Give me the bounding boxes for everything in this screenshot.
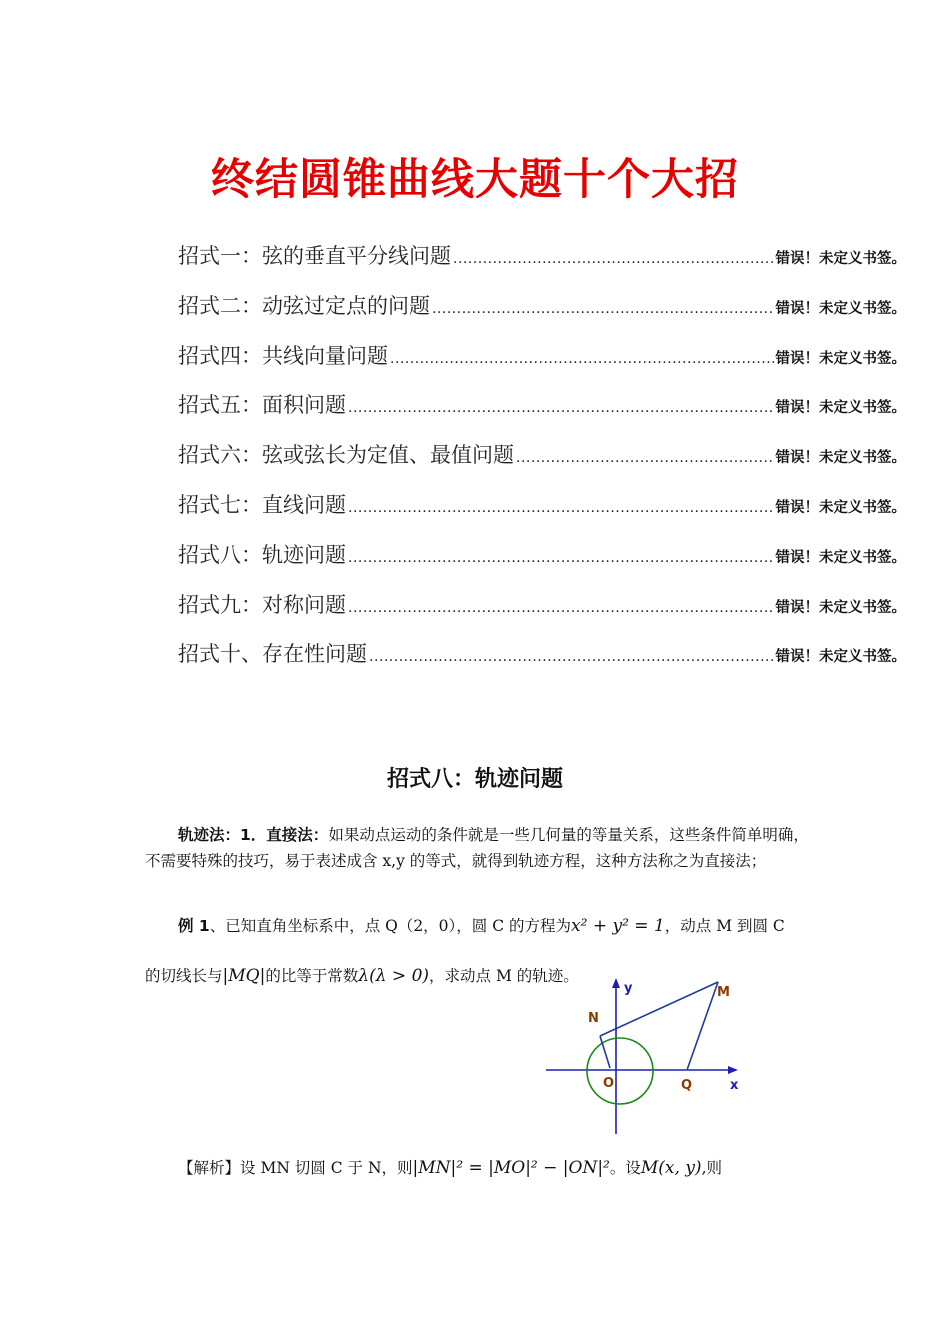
- toc-entry-label: 招式四：共线向量问题: [178, 343, 388, 368]
- mq-length: |MQ|: [222, 966, 266, 986]
- toc-entry-ref: 错误！未定义书签。: [775, 300, 906, 317]
- toc-entry-label: 招式五：面积问题: [178, 393, 346, 418]
- toc-leader-dots: [348, 400, 774, 416]
- toc-leader-dots: [348, 550, 774, 566]
- toc-entry-ref: 错误！未定义书签。: [775, 549, 906, 566]
- toc-leader-dots: [369, 649, 774, 665]
- table-of-contents: [178, 240, 906, 688]
- y-axis-arrow-icon: [612, 978, 620, 988]
- x-axis-arrow-icon: [728, 1066, 738, 1074]
- toc-entry-label: 招式八：轨迹问题: [178, 542, 346, 567]
- example-text: ，动点 M 到圆 C: [664, 917, 785, 935]
- toc-entry-label: 招式十、存在性问题: [178, 642, 367, 667]
- toc-entry-ref: 错误！未定义书签。: [775, 450, 906, 467]
- toc-entry[interactable]: [178, 240, 906, 290]
- toc-entry-ref: 错误！未定义书签。: [775, 599, 906, 616]
- example-text: ，求动点 M 的轨迹。: [429, 967, 579, 985]
- example-line-2: [145, 964, 579, 986]
- method-number: 1．直接法：: [240, 826, 329, 844]
- example-label: 例 1: [178, 917, 210, 935]
- circle-equation: x² + y² = 1: [571, 916, 665, 936]
- section-title: 招式八：轨迹问题: [386, 767, 563, 792]
- segment-mn: [600, 982, 718, 1036]
- example-text: 的比等于常数: [265, 967, 359, 985]
- circle-c: [587, 1038, 653, 1104]
- label-n: N: [588, 1011, 599, 1026]
- method-paragraph: [145, 822, 810, 874]
- toc-entry[interactable]: [178, 539, 906, 589]
- label-y: y: [624, 981, 633, 996]
- toc-entry-ref: 错误！未定义书签。: [775, 400, 906, 417]
- toc-entry-label: 招式六：弦或弦长为定值、最值问题: [178, 443, 514, 468]
- toc-entry[interactable]: [178, 489, 906, 539]
- toc-entry-label: 招式七：直线问题: [178, 492, 346, 517]
- solution-text: 设 MN 切圆 C 于 N，则: [240, 1159, 413, 1177]
- document-title: 终结圆锥曲线大题十个大招: [211, 155, 739, 205]
- toc-entry[interactable]: [178, 439, 906, 489]
- toc-leader-dots: [348, 600, 774, 616]
- toc-entry-ref: 错误！未定义书签。: [775, 350, 906, 367]
- toc-leader-dots: [516, 450, 774, 466]
- method-text: 如果动点运动的条件就是一些几何量的等量关系，这些条件简单明确，不需要特殊的技巧，易于表述成含 x,y 的等式，就得到轨迹方程，这种方法称之为直接法；: [145, 826, 809, 870]
- solution-label: 【解析】: [178, 1159, 241, 1177]
- toc-entry[interactable]: [178, 389, 906, 439]
- toc-entry[interactable]: [178, 290, 906, 340]
- toc-entry-ref: 错误！未定义书签。: [775, 499, 906, 516]
- method-label: 轨迹法：: [178, 826, 241, 844]
- toc-entry-ref: 错误！未定义书签。: [775, 649, 906, 666]
- geometry-diagram: [540, 972, 750, 1138]
- toc-entry[interactable]: [178, 340, 906, 390]
- tangent-length-equation: |MN|² = |MO|² − |ON|²: [412, 1158, 610, 1178]
- label-x: x: [730, 1078, 739, 1093]
- toc-leader-dots: [390, 351, 774, 367]
- toc-leader-dots: [348, 500, 774, 516]
- toc-entry[interactable]: [178, 638, 906, 688]
- lambda-constant: λ(λ > 0): [358, 966, 430, 986]
- point-m: M(x, y): [640, 1158, 702, 1178]
- example-text: 的切线长与: [145, 967, 223, 985]
- label-m: M: [717, 985, 730, 1000]
- label-q: Q: [681, 1078, 693, 1093]
- toc-entry-label: 招式一：弦的垂直平分线问题: [178, 244, 451, 268]
- toc-entry-ref: 错误！未定义书签。: [775, 251, 906, 267]
- example-line-1: [178, 914, 785, 936]
- label-o: O: [603, 1076, 615, 1091]
- solution-line: [178, 1156, 722, 1178]
- solution-text: ,则: [701, 1159, 722, 1177]
- toc-leader-dots: [453, 251, 774, 267]
- example-text: 、已知直角坐标系中，点 Q（2，0），圆 C 的方程为: [209, 917, 572, 935]
- segment-mq: [687, 982, 718, 1070]
- toc-entry-label: 招式九：对称问题: [178, 592, 346, 617]
- solution-text: 。设: [609, 1159, 641, 1177]
- toc-entry[interactable]: [178, 589, 906, 639]
- toc-leader-dots: [432, 301, 774, 317]
- toc-entry-label: 招式二：动弦过定点的问题: [178, 293, 430, 318]
